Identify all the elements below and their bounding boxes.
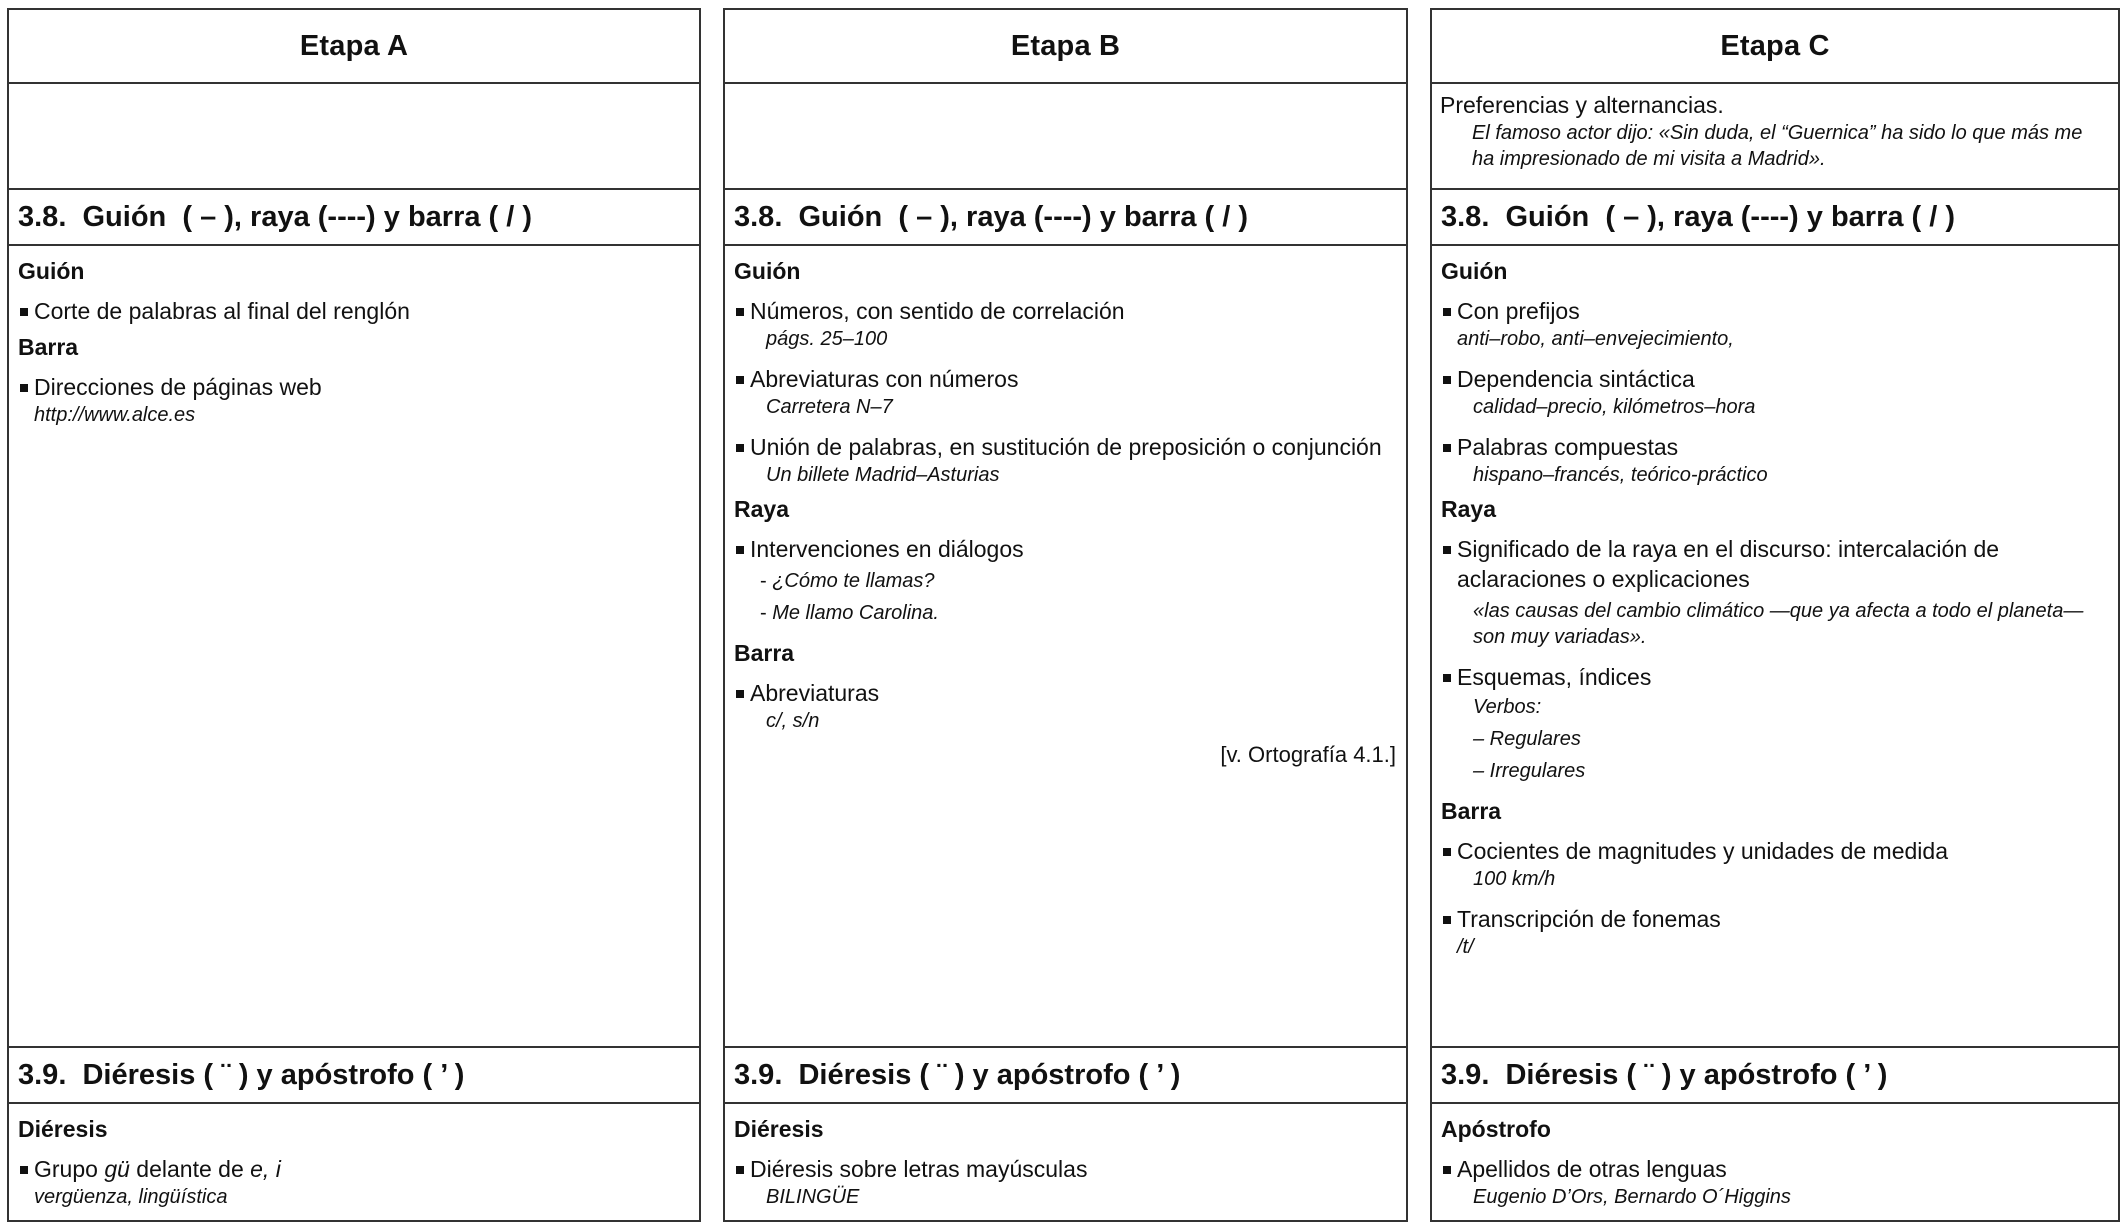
section-3-8-header <box>1432 190 2118 246</box>
subheading-dieresis: Diéresis <box>734 1116 824 1142</box>
subheading-barra: Barra <box>18 334 79 360</box>
example-text: vergüenza, lingüística <box>34 1186 228 1208</box>
example-text: Un billete Madrid–Asturias <box>766 464 1000 486</box>
dialogue-text: Me llamo Carolina. <box>772 602 939 624</box>
dialogue-dash: - <box>760 602 773 624</box>
subheading-apostrofo: Apóstrofo <box>1441 1116 1551 1142</box>
example-text: Verbos: <box>1473 696 1542 718</box>
section-title: 3.9. Diéresis ( ¨ ) y apóstrofo ( ’ ) <box>18 1058 465 1091</box>
dialogue-dash: - <box>760 570 773 592</box>
list-item: Esquemas, índices <box>1441 662 2108 692</box>
preceding-content-cell <box>9 84 699 190</box>
section-3-8-header <box>9 190 699 246</box>
section-3-9-body <box>1432 1104 2118 1220</box>
example-text: – Irregulares <box>1473 760 1586 782</box>
list-item: Abreviaturas <box>734 678 1396 708</box>
section-title: 3.9. Diéresis ( ¨ ) y apóstrofo ( ’ ) <box>734 1058 1181 1091</box>
example-text: págs. 25–100 <box>766 328 888 350</box>
example-text: http://www.alce.es <box>34 404 196 426</box>
column-etapa-b <box>723 8 1408 1222</box>
section-title: 3.9. Diéresis ( ¨ ) y apóstrofo ( ’ ) <box>1441 1058 1888 1091</box>
list-item: Apellidos de otras lenguas <box>1441 1154 2108 1184</box>
section-3-8-body <box>9 246 699 1048</box>
section-title: 3.8. Guión ( – ), raya (----) y barra ( / ) <box>1441 200 1956 233</box>
cross-reference: [v. Ortografía 4.1.] <box>1220 742 1396 767</box>
example-text: hispano–francés, teórico-práctico <box>1473 464 1768 486</box>
subheading-guion: Guión <box>734 258 801 284</box>
list-item: Intervenciones en diálogos <box>734 534 1396 564</box>
list-item: Palabras compuestas <box>1441 432 2108 462</box>
example-text: 100 km/h <box>1473 868 1556 890</box>
list-item: Significado de la raya en el discurso: intercalación de aclaraciones o explicaciones <box>1441 534 2108 594</box>
subheading-guion: Guión <box>18 258 85 284</box>
list-item: Números, con sentido de correlación <box>734 296 1396 326</box>
example-text: anti–robo, anti–envejecimiento, <box>1457 328 1734 350</box>
example-text: El famoso actor dijo: «Sin duda, el “Guernica” ha sido lo que más me ha impresionado de mi visita a Madrid». <box>1472 122 2083 170</box>
section-3-8-body <box>725 246 1406 1048</box>
example-text: /t/ <box>1457 936 1474 958</box>
list-item: Dependencia sintáctica <box>1441 364 2108 394</box>
column-header-title: Etapa A <box>299 29 409 62</box>
list-item: Abreviaturas con números <box>734 364 1396 394</box>
section-3-9-header <box>9 1048 699 1104</box>
column-header-title: Etapa C <box>1720 29 1830 62</box>
list-item: Unión de palabras, en sustitución de preposición o conjunción <box>734 432 1396 462</box>
subheading-guion: Guión <box>1441 258 1508 284</box>
example-text: BILINGÜE <box>766 1186 860 1208</box>
section-3-9-header <box>725 1048 1406 1104</box>
section-title: 3.8. Guión ( – ), raya (----) y barra ( / ) <box>18 200 533 233</box>
list-item: Direcciones de páginas web <box>18 372 689 402</box>
subheading-barra: Barra <box>1441 798 1502 824</box>
column-header <box>1432 10 2118 84</box>
dialogue-line <box>734 600 1396 626</box>
section-3-8-body <box>1432 246 2118 1048</box>
item-text-italic: e, i <box>250 1156 281 1182</box>
list-item: Corte de palabras al final del renglón <box>18 296 689 326</box>
section-title: 3.8. Guión ( – ), raya (----) y barra ( / ) <box>734 200 1249 233</box>
column-etapa-c <box>1430 8 2120 1222</box>
item-text: Grupo <box>34 1156 105 1182</box>
section-3-9-body <box>9 1104 699 1220</box>
example-text: «las causas del cambio climático —que ya afecta a todo el planeta— son muy variadas». <box>1473 600 2084 648</box>
list-item <box>18 1154 689 1184</box>
preceding-content-cell <box>725 84 1406 190</box>
list-item: Con prefijos <box>1441 296 2108 326</box>
dialogue-text: ¿Cómo te llamas? <box>772 570 935 592</box>
item-text-italic: gü <box>104 1156 130 1182</box>
subheading-barra: Barra <box>734 640 795 666</box>
preceding-content-cell <box>1432 84 2118 190</box>
item-text: delante de <box>129 1156 251 1182</box>
example-text: Eugenio D’Ors, Bernardo O´Higgins <box>1473 1186 1791 1208</box>
example-text: c/, s/n <box>766 710 820 732</box>
column-header <box>9 10 699 84</box>
list-item: Cocientes de magnitudes y unidades de medida <box>1441 836 2108 866</box>
example-text: – Regulares <box>1473 728 1581 750</box>
column-header-title: Etapa B <box>1010 29 1121 62</box>
column-header <box>725 10 1406 84</box>
preceding-text: Preferencias y alternancias. <box>1440 92 1724 118</box>
list-item: Diéresis sobre letras mayúsculas <box>734 1154 1396 1184</box>
column-etapa-a <box>7 8 701 1222</box>
list-item: Transcripción de fonemas <box>1441 904 2108 934</box>
section-3-9-body <box>725 1104 1406 1220</box>
subheading-dieresis: Diéresis <box>18 1116 108 1142</box>
subheading-raya: Raya <box>734 496 789 522</box>
example-text: calidad–precio, kilómetros–hora <box>1473 396 1756 418</box>
example-text: Carretera N–7 <box>766 396 893 418</box>
subheading-raya: Raya <box>1441 496 1496 522</box>
section-3-9-header <box>1432 1048 2118 1104</box>
dialogue-line <box>734 568 1396 594</box>
section-3-8-header <box>725 190 1406 246</box>
